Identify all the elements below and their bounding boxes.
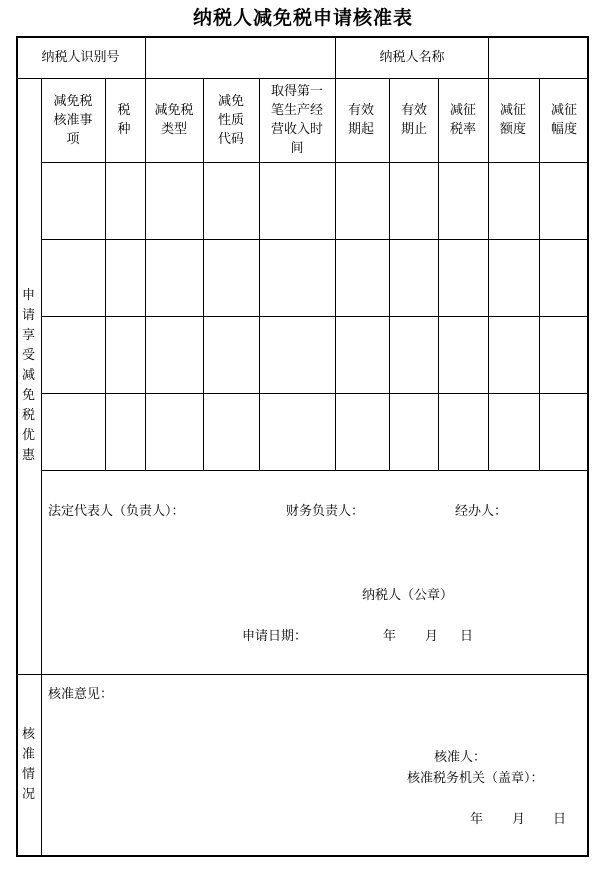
col-header-relief-type: 减免税类型 — [154, 103, 194, 137]
taxpayer-name-label: 纳税人名称 — [379, 49, 445, 65]
rule-grid-bottom — [41, 470, 589, 471]
col-header-reduced-rate: 减征税率 — [449, 103, 476, 137]
apply-section-side-label: 申 请 享 受 减 免 税 优 惠 — [21, 288, 35, 463]
finance-head-label: 财务负责人： — [286, 504, 365, 519]
apply-date-label: 申请日期： — [242, 629, 308, 644]
table-row[interactable] — [42, 317, 589, 393]
approver-label: 核准人： — [434, 750, 487, 765]
approval-month-label: 月 — [512, 812, 526, 827]
taxpayer-name-field[interactable] — [489, 36, 589, 78]
table-row[interactable] — [42, 163, 589, 239]
approval-opinion-label: 核准意见： — [48, 687, 114, 702]
apply-day-label: 日 — [460, 629, 474, 644]
handler-label: 经办人： — [455, 504, 508, 519]
approval-day-label: 日 — [553, 812, 567, 827]
col-header-reduced-amount: 减征额度 — [499, 103, 526, 137]
col-header-tax-type: 税种 — [117, 103, 131, 137]
taxpayer-seal-label: 纳税人（公章） — [362, 588, 454, 603]
col-header-nature-code: 减免性质代码 — [217, 93, 244, 147]
legal-rep-label: 法定代表人（负责人）： — [48, 504, 185, 519]
col-header-valid-to: 有效期止 — [400, 103, 427, 137]
col-header-valid-from: 有效期起 — [347, 103, 374, 137]
table-row[interactable] — [42, 394, 589, 470]
approval-section-side-label: 核 准 情 况 — [21, 727, 35, 802]
apply-month-label: 月 — [425, 629, 439, 644]
taxpayer-id-field[interactable] — [146, 36, 335, 78]
rule-section-divider — [16, 674, 589, 675]
col-header-relief-item: 减免税核准事项 — [53, 93, 93, 147]
approval-year-label: 年 — [470, 812, 484, 827]
table-row[interactable] — [42, 240, 589, 316]
col-header-first-income-time: 取得第一笔生产经营收入时间 — [270, 84, 323, 156]
tax-authority-seal-label: 核准税务机关（盖章）： — [407, 771, 544, 786]
form-title: 纳税人减免税申请核准表 — [192, 7, 413, 29]
apply-year-label: 年 — [383, 629, 397, 644]
taxpayer-id-label: 纳税人识别号 — [41, 49, 120, 65]
col-header-reduced-range: 减征幅度 — [550, 103, 577, 137]
